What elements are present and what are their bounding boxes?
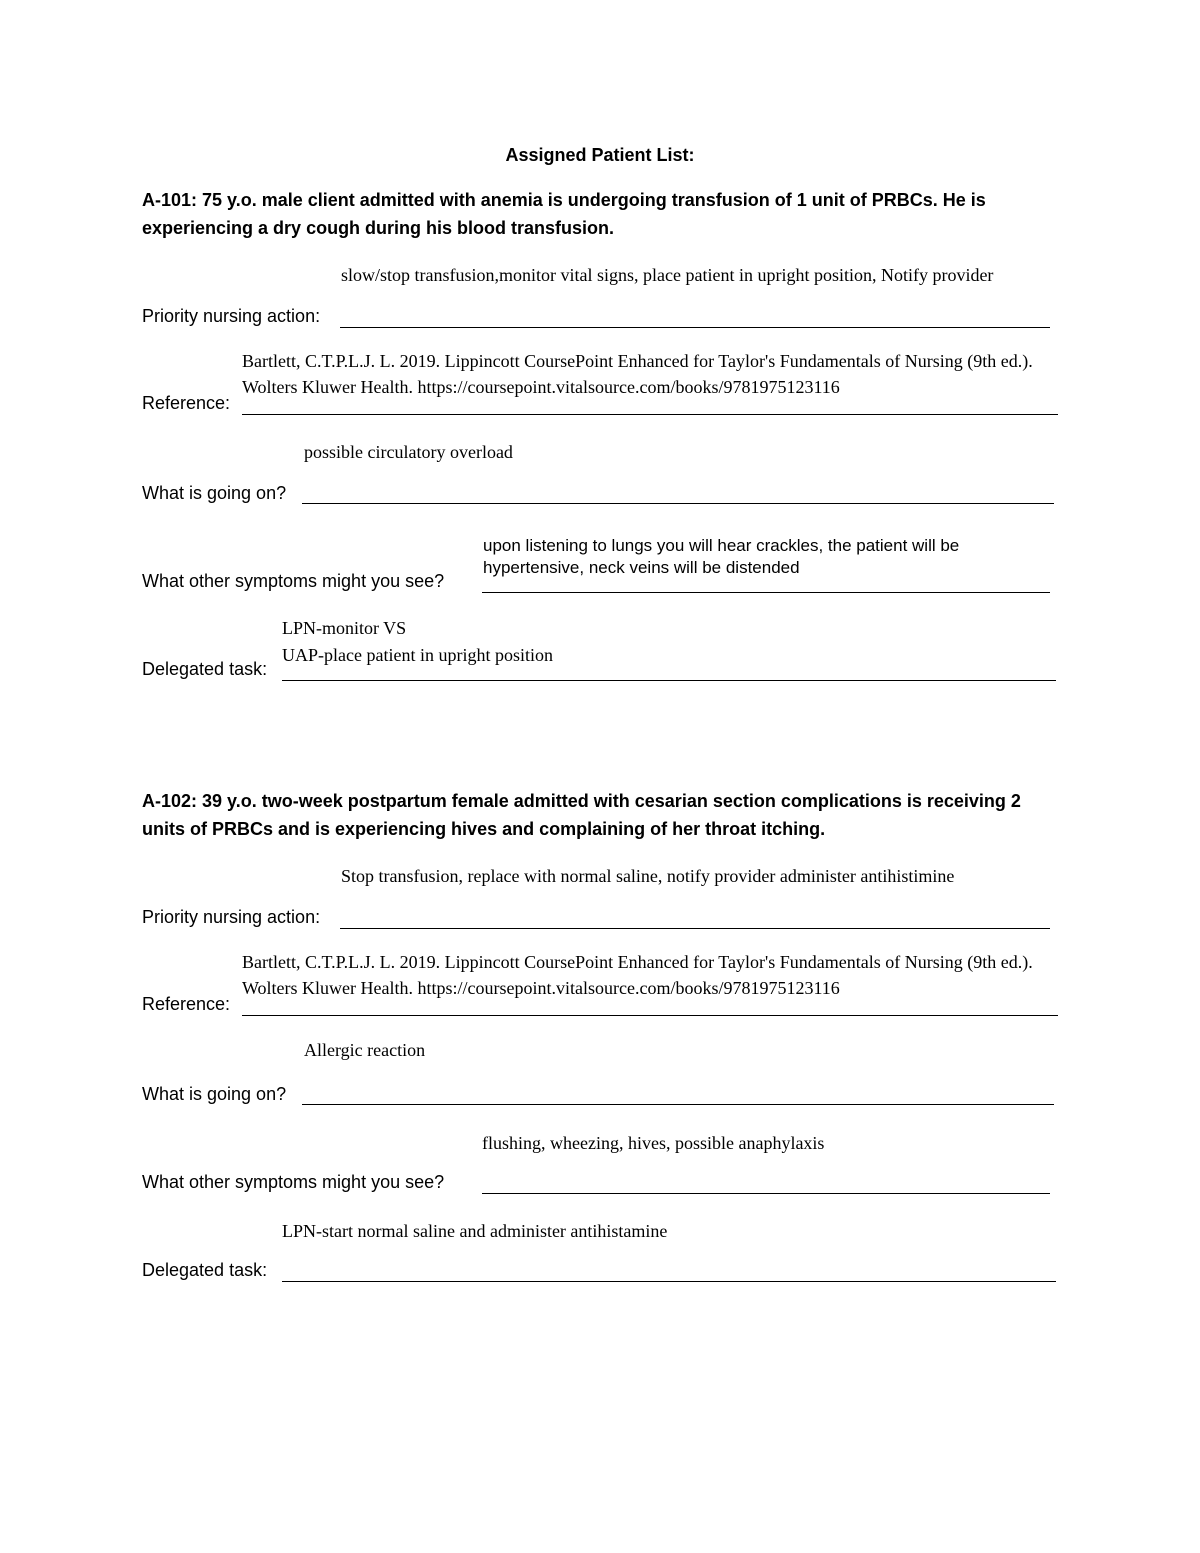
a102-symptoms-answer: flushing, wheezing, hives, possible anaphylaxis bbox=[482, 1133, 825, 1153]
a101-reference-label: Reference: bbox=[142, 393, 231, 413]
a102-reference-answer: Bartlett, C.T.P.L.J. L. 2019. Lippincott CoursePoint Enhanced for Taylor's Fundamentals of Nursing (9th ed.). Wolters Kluwer Health. https://coursepoint.vitalsource.com/books/9781975123116 bbox=[242, 952, 1033, 998]
a101-going-on-line bbox=[302, 503, 1054, 504]
patient-a101-description: A-101: 75 y.o. male client admitted with anemia is undergoing transfusion of 1 unit of PRBCs. He is experiencing a dry cough during his blood transfusion. bbox=[142, 190, 986, 238]
a102-delegated-line bbox=[282, 1281, 1056, 1282]
a102-reference-label: Reference: bbox=[142, 994, 231, 1014]
a102-delegated-label: Delegated task: bbox=[142, 1260, 268, 1280]
a102-reference-line bbox=[242, 1015, 1058, 1016]
a101-priority-label: Priority nursing action: bbox=[142, 306, 321, 326]
a101-reference-answer: Bartlett, C.T.P.L.J. L. 2019. Lippincott CoursePoint Enhanced for Taylor's Fundamentals of Nursing (9th ed.). Wolters Kluwer Health. https://coursepoint.vitalsource.com/books/9781975123116 bbox=[242, 351, 1033, 397]
a102-symptoms-label: What other symptoms might you see? bbox=[142, 1172, 445, 1192]
a101-symptoms-line bbox=[482, 592, 1050, 593]
a101-symptoms-answer: upon listening to lungs you will hear crackles, the patient will be hypertensive, neck veins will be distended bbox=[483, 536, 960, 577]
a102-delegated-answer-1: LPN-start normal saline and administer antihistamine bbox=[282, 1221, 668, 1241]
a101-priority-answer: slow/stop transfusion,monitor vital signs, place patient in upright position, Notify provider bbox=[341, 265, 994, 285]
a101-symptoms-label: What other symptoms might you see? bbox=[142, 571, 445, 591]
a101-delegated-label: Delegated task: bbox=[142, 659, 268, 679]
a101-reference-line bbox=[242, 414, 1058, 415]
a102-going-on-line bbox=[302, 1104, 1054, 1105]
page-title: Assigned Patient List: bbox=[505, 145, 695, 165]
a102-going-on-answer: Allergic reaction bbox=[304, 1040, 426, 1060]
a102-priority-line bbox=[340, 928, 1050, 929]
a102-going-on-label: What is going on? bbox=[142, 1084, 287, 1104]
patient-a102-description: A-102: 39 y.o. two-week postpartum female admitted with cesarian section complications is receiving 2 units of PRBCs and is experiencing hives and complaining of her throat itching. bbox=[142, 791, 1021, 839]
a102-symptoms-line bbox=[482, 1193, 1050, 1194]
a101-delegated-answer-2: UAP-place patient in upright position bbox=[282, 645, 553, 665]
a102-priority-answer: Stop transfusion, replace with normal saline, notify provider administer antihistimine bbox=[341, 866, 955, 886]
a101-going-on-label: What is going on? bbox=[142, 483, 287, 503]
a101-delegated-line bbox=[282, 680, 1056, 681]
a101-going-on-answer: possible circulatory overload bbox=[304, 442, 513, 462]
a101-priority-line bbox=[340, 327, 1050, 328]
a102-priority-label: Priority nursing action: bbox=[142, 907, 321, 927]
a101-delegated-answer-1: LPN-monitor VS bbox=[282, 618, 407, 638]
